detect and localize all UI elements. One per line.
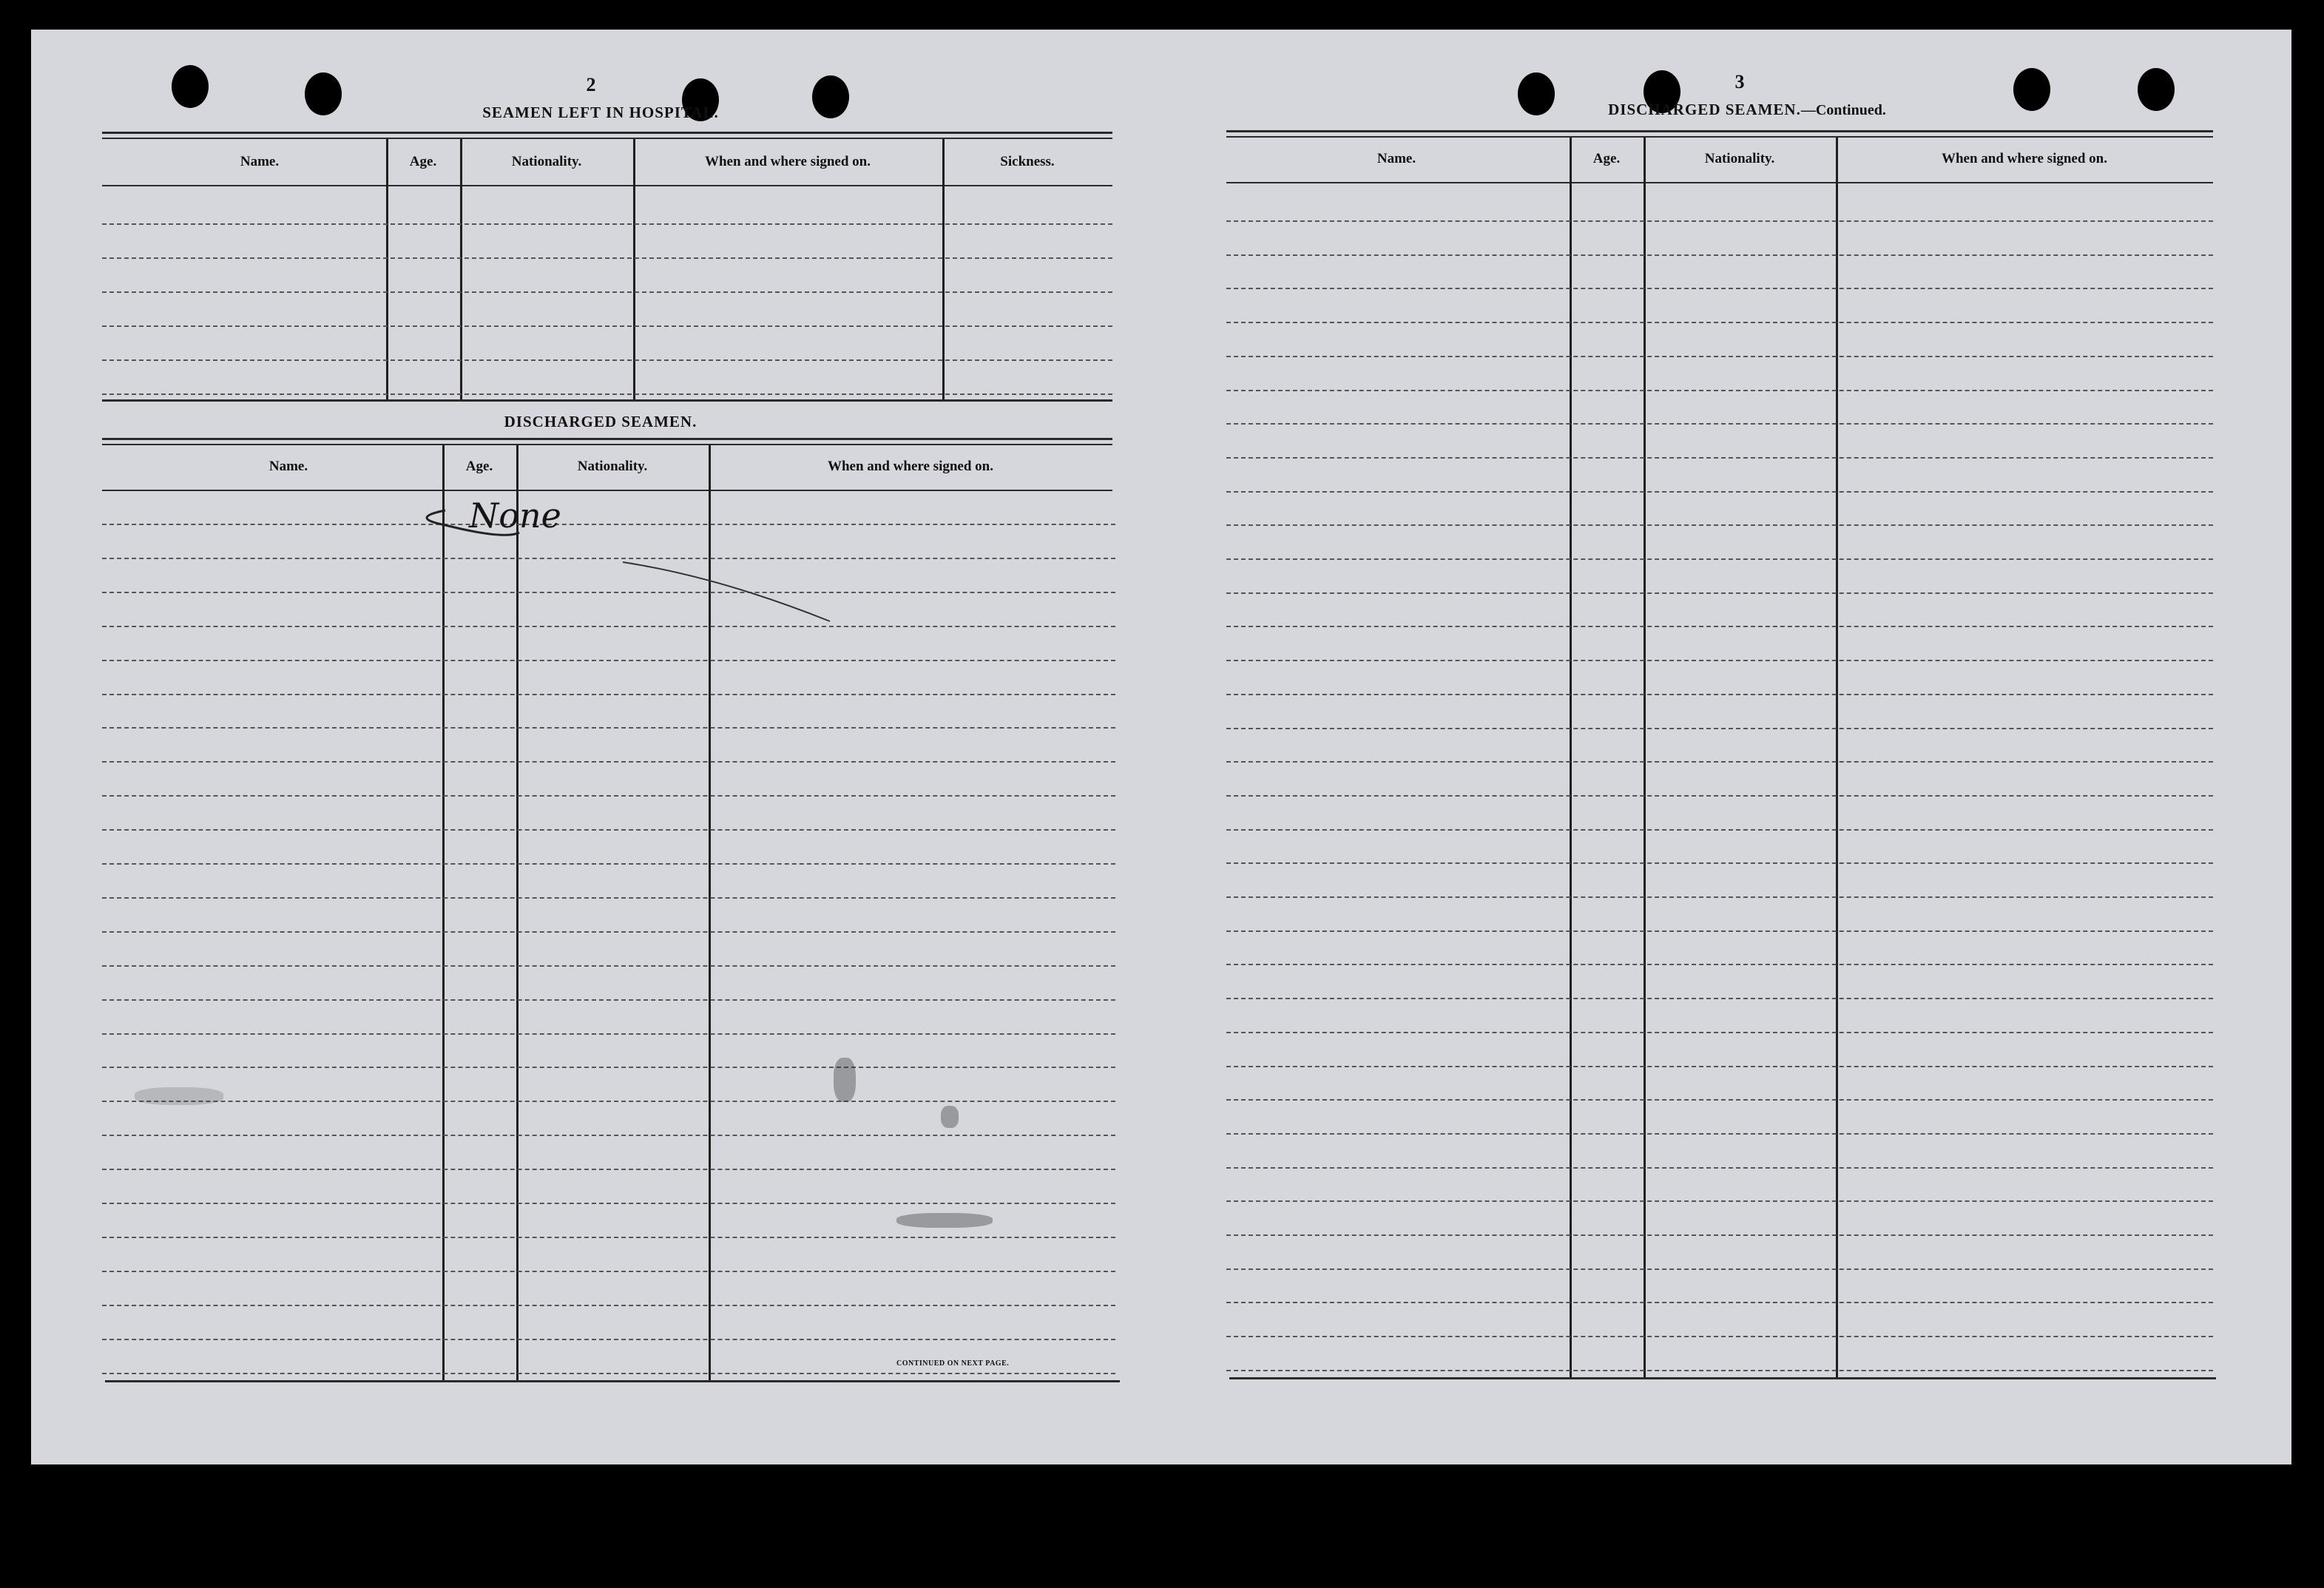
row-rule — [1226, 1302, 2213, 1303]
row-rule — [1226, 829, 2213, 831]
column-header-name: Name. — [268, 459, 308, 474]
row-rule — [102, 829, 1115, 831]
page-number: 2 — [586, 74, 596, 95]
row-rule — [1226, 1099, 2213, 1101]
discharged-section-title: DISCHARGED SEAMEN. — [504, 413, 697, 430]
column-header-nationality: Nationality. — [1704, 151, 1775, 166]
column-header-signed-on: When and where signed on. — [704, 154, 871, 169]
punch-hole — [2013, 68, 2050, 111]
row-rule — [1226, 1032, 2213, 1033]
punch-hole — [305, 72, 342, 115]
discharged-continued-title — [1555, 101, 1939, 119]
document-sheet — [31, 30, 2291, 1464]
row-rule — [1226, 558, 2213, 560]
column-header-age: Age. — [465, 459, 493, 474]
hospital-section-title: SEAMEN LEFT IN HOSPITAL. — [482, 104, 719, 121]
row-rule — [1226, 1268, 2213, 1270]
row-rule — [102, 761, 1115, 763]
row-rule — [1226, 694, 2213, 695]
row-rule — [1226, 524, 2213, 526]
row-rule — [102, 1373, 1115, 1374]
punch-hole — [1518, 72, 1555, 115]
row-rule — [1226, 457, 2213, 459]
title-suffix: —Continued. — [1800, 102, 1886, 118]
row-rule — [102, 1135, 1115, 1136]
row-rule — [1226, 592, 2213, 594]
column-header-signed-on: When and where signed on. — [1941, 151, 2107, 166]
punch-hole — [812, 75, 849, 118]
column-header-age: Age. — [1592, 151, 1621, 166]
row-rule — [1226, 626, 2213, 627]
handwritten-entry: None — [469, 496, 561, 535]
row-rule — [1226, 1370, 2213, 1371]
page-number: 3 — [1734, 71, 1745, 92]
row-rule — [1226, 761, 2213, 763]
row-rule — [102, 795, 1115, 797]
row-rule — [102, 1271, 1115, 1272]
row-rule — [102, 694, 1115, 695]
title-text: DISCHARGED SEAMEN. — [1608, 101, 1801, 118]
row-rule — [1226, 1200, 2213, 1202]
column-header-sickness: Sickness. — [1000, 154, 1055, 169]
row-rule — [1226, 896, 2213, 898]
row-rule — [102, 931, 1115, 933]
row-rule — [102, 999, 1115, 1001]
row-rule — [1226, 356, 2213, 357]
column-header-name: Name. — [1377, 151, 1416, 166]
row-rule — [1226, 1336, 2213, 1337]
row-rule — [1226, 288, 2213, 289]
column-header-nationality: Nationality. — [511, 154, 582, 169]
row-rule — [1226, 423, 2213, 425]
row-rule — [102, 897, 1115, 899]
row-rule — [1226, 220, 2213, 222]
column-header-signed-on: When and where signed on. — [827, 459, 993, 474]
row-rule — [1226, 254, 2213, 256]
row-rule — [102, 1169, 1115, 1170]
row-rule — [102, 1033, 1115, 1035]
row-rule — [102, 1305, 1115, 1306]
stamp-mark — [941, 1106, 959, 1128]
row-rule — [1226, 998, 2213, 999]
row-rule — [1226, 1167, 2213, 1169]
stamp-mark — [896, 1213, 993, 1228]
row-rule — [102, 1203, 1115, 1204]
row-rule — [1226, 728, 2213, 729]
column-header-nationality: Nationality. — [577, 459, 648, 474]
row-rule — [1226, 1133, 2213, 1135]
row-rule — [102, 1237, 1115, 1238]
row-rule — [1226, 862, 2213, 864]
row-rule — [102, 965, 1115, 967]
row-rule — [1226, 491, 2213, 493]
row-rule — [102, 660, 1115, 661]
row-rule — [102, 1101, 1115, 1102]
row-rule — [1226, 795, 2213, 797]
row-rule — [1226, 390, 2213, 391]
stamp-mark — [834, 1058, 856, 1102]
row-rule — [1226, 660, 2213, 661]
row-rule — [102, 863, 1115, 865]
stamp-mark — [135, 1087, 223, 1105]
row-rule — [1226, 1066, 2213, 1067]
row-rule — [1226, 322, 2213, 323]
column-header-name: Name. — [240, 154, 280, 169]
continued-note: CONTINUED ON NEXT PAGE. — [896, 1359, 1010, 1368]
punch-hole — [172, 65, 209, 108]
punch-hole — [2138, 68, 2175, 111]
handwriting-stroke — [401, 473, 845, 636]
row-rule — [1226, 964, 2213, 965]
row-rule — [1226, 1234, 2213, 1236]
row-rule — [102, 727, 1115, 729]
column-header-age: Age. — [409, 154, 437, 169]
row-rule — [1226, 930, 2213, 932]
row-rule — [102, 1067, 1115, 1068]
row-rule — [102, 1339, 1115, 1340]
